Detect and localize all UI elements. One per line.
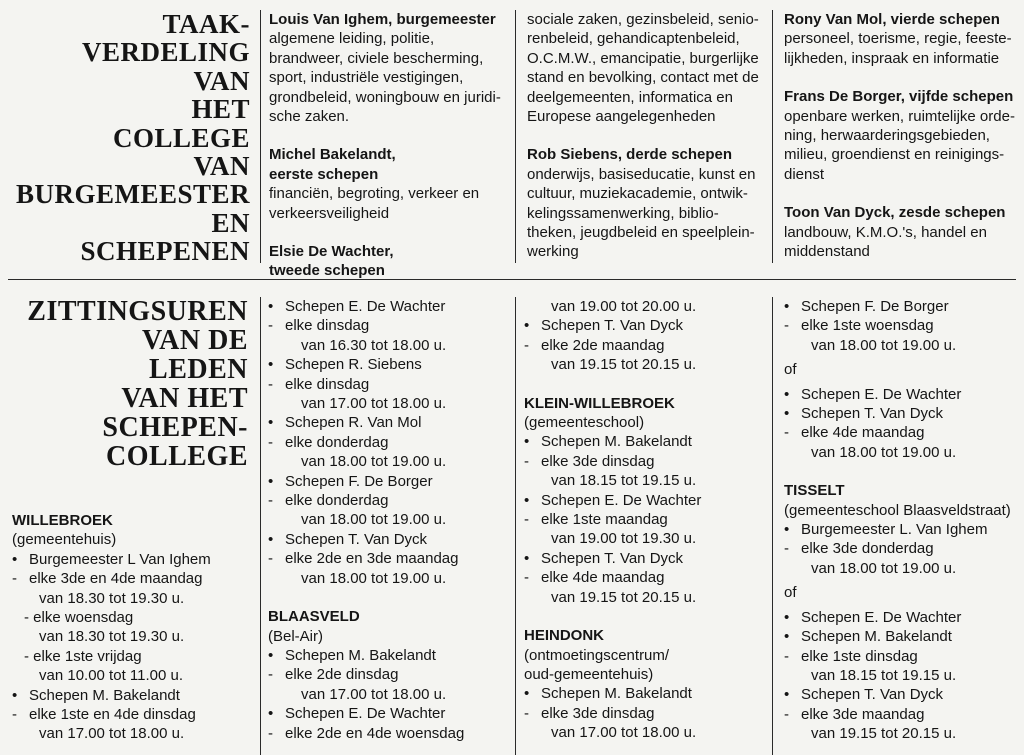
schedule-day bbox=[784, 423, 1011, 442]
portfolio-text: sche zaken. bbox=[269, 108, 350, 126]
day-text: elke 1ste en 4de dinsdag bbox=[29, 706, 196, 724]
portfolio-text: brandweer, civiele bescherming, bbox=[269, 49, 484, 67]
schedule-day: - elke woensdag bbox=[24, 609, 134, 627]
official-entry bbox=[524, 549, 701, 568]
day-text: elke 4de maandag bbox=[801, 424, 925, 442]
official-name: tweede schepen bbox=[269, 262, 385, 280]
official-entry bbox=[268, 355, 464, 374]
official-name: Schepen M. Bakelandt bbox=[541, 685, 692, 703]
dash-icon: - bbox=[268, 550, 273, 568]
portfolio-text: renbeleid, gehandicaptenbeleid, bbox=[527, 30, 740, 48]
time-range: van 18.30 tot 19.30 u. bbox=[39, 589, 185, 607]
portfolio-text: sociale zaken, gezinsbeleid, senio- bbox=[527, 11, 759, 28]
spacer bbox=[524, 375, 701, 394]
day-text: elke 2de dinsdag bbox=[285, 666, 399, 684]
official-entry bbox=[268, 472, 464, 491]
official-name: Burgemeester L Van Ighem bbox=[29, 550, 211, 568]
official-name: eerste schepen bbox=[269, 165, 379, 183]
divider-vertical bbox=[515, 10, 516, 263]
bullet-icon: • bbox=[12, 550, 18, 568]
dash-icon: - bbox=[524, 704, 529, 722]
portfolio-text: financiën, begroting, verkeer en bbox=[269, 185, 480, 203]
portfolio-text: landbouw, K.M.O.'s, handel en bbox=[784, 223, 987, 241]
official-entry bbox=[784, 520, 1011, 539]
dash-icon: - bbox=[784, 540, 789, 558]
schedule-day bbox=[12, 705, 211, 724]
location-heading: TISSELT bbox=[784, 482, 845, 500]
official-name: Schepen F. De Borger bbox=[801, 298, 949, 315]
location-detail: (gemeenteschool) bbox=[524, 414, 645, 432]
portfolio-text: personeel, toerisme, regie, feeste- bbox=[784, 30, 1012, 48]
location-detail: oud-gemeentehuis) bbox=[524, 665, 654, 683]
title-line: SCHEPENEN bbox=[80, 236, 250, 267]
divider-vertical bbox=[515, 297, 516, 755]
title-line: HET bbox=[191, 94, 250, 125]
dash-icon: - bbox=[784, 317, 789, 335]
dash-icon: - bbox=[524, 336, 529, 354]
time-range: van 17.00 tot 18.00 u. bbox=[301, 395, 447, 413]
official-entry bbox=[268, 413, 464, 432]
official-name: Toon Van Dyck, zesde schepen bbox=[784, 204, 1006, 222]
divider-vertical bbox=[260, 297, 261, 755]
dash-icon: - bbox=[524, 452, 529, 470]
schedule-day bbox=[784, 316, 1011, 335]
title-line: VERDELING bbox=[81, 37, 250, 68]
dash-icon: - bbox=[784, 705, 789, 723]
spacer bbox=[269, 223, 501, 242]
official-entry bbox=[524, 316, 701, 335]
dash-icon: - bbox=[524, 569, 529, 587]
portfolio-text: cultuur, muziekacademie, ontwik- bbox=[527, 185, 748, 203]
day-text: elke 3de donderdag bbox=[801, 540, 934, 558]
dash-icon: - bbox=[268, 666, 273, 684]
bullet-icon: • bbox=[524, 549, 530, 567]
bullet-icon: • bbox=[524, 685, 530, 703]
official-name: Schepen R. Siebens bbox=[285, 356, 422, 374]
title-line: ZITTINGSUREN bbox=[27, 296, 248, 327]
bullet-icon: • bbox=[268, 705, 274, 723]
official-entry bbox=[268, 297, 464, 316]
time-range: van 18.30 tot 19.30 u. bbox=[39, 628, 185, 646]
duties-column-2 bbox=[527, 10, 759, 262]
official-name: Schepen T. Van Dyck bbox=[285, 530, 428, 548]
day-text: elke 3de en 4de maandag bbox=[29, 570, 203, 588]
portfolio-text: algemene leiding, politie, bbox=[269, 30, 435, 48]
portfolio-text: grondbeleid, woningbouw en juridi- bbox=[269, 88, 501, 106]
location-heading: KLEIN-WILLEBROEK bbox=[524, 394, 675, 412]
portfolio-text: deelgemeenten, informatica en bbox=[527, 88, 733, 106]
schedule-day bbox=[268, 491, 464, 510]
official-entry bbox=[524, 432, 701, 451]
divider-vertical bbox=[772, 297, 773, 755]
hours-column-4 bbox=[784, 297, 1011, 744]
day-text: elke 1ste woensdag bbox=[801, 317, 934, 335]
time-range: van 17.00 tot 18.00 u. bbox=[551, 724, 697, 742]
time-range: van 16.30 tot 18.00 u. bbox=[301, 336, 447, 354]
section-divider bbox=[8, 279, 1016, 280]
dash-icon: - bbox=[784, 647, 789, 665]
official-name: Louis Van Ighem, burgemeester bbox=[269, 11, 496, 28]
bullet-icon: • bbox=[268, 414, 274, 432]
day-text: elke 1ste dinsdag bbox=[801, 647, 918, 665]
official-name: Rob Siebens, derde schepen bbox=[527, 146, 733, 164]
hours-column-2 bbox=[268, 297, 464, 743]
title-zittingsuren bbox=[0, 297, 248, 471]
official-name: Michel Bakelandt, bbox=[269, 146, 396, 164]
portfolio-text: verkeersveiligheid bbox=[269, 204, 390, 222]
schedule-day bbox=[12, 569, 211, 588]
schedule-day bbox=[784, 647, 1011, 666]
bullet-icon: • bbox=[784, 298, 790, 315]
schedule-day bbox=[784, 539, 1011, 558]
spacer bbox=[784, 68, 1015, 87]
portfolio-text: O.C.M.W., emancipatie, burgerlijke bbox=[527, 49, 759, 67]
dash-icon: - bbox=[12, 706, 17, 724]
official-name: Schepen E. De Wachter bbox=[285, 298, 446, 315]
official-name: Schepen T. Van Dyck bbox=[541, 549, 684, 567]
bullet-icon: • bbox=[524, 317, 530, 335]
title-line: EN bbox=[211, 207, 250, 238]
portfolio-text: stand en bevolking, contact met de bbox=[527, 69, 759, 87]
schedule-day bbox=[524, 510, 701, 529]
schedule-day bbox=[268, 375, 464, 394]
duties-column-3 bbox=[784, 10, 1015, 261]
dash-icon: - bbox=[784, 424, 789, 442]
title-line: COLLEGE bbox=[112, 122, 250, 153]
official-name: Schepen E. De Wachter bbox=[801, 608, 962, 626]
title-line: VAN DE bbox=[142, 325, 248, 356]
time-range: van 19.00 tot 19.30 u. bbox=[551, 530, 697, 548]
official-entry bbox=[784, 685, 1011, 704]
dash-icon: - bbox=[12, 570, 17, 588]
time-range: van 19.15 tot 20.15 u. bbox=[551, 356, 697, 374]
time-range: van 18.00 tot 19.00 u. bbox=[301, 511, 447, 529]
official-name: Burgemeester L. Van Ighem bbox=[801, 521, 988, 539]
day-text: elke 4de maandag bbox=[541, 569, 665, 587]
day-text: elke 3de dinsdag bbox=[541, 452, 655, 470]
bullet-icon: • bbox=[268, 646, 274, 664]
location-heading: HEINDONK bbox=[524, 627, 605, 645]
location-heading: BLAASVELD bbox=[268, 608, 360, 626]
location-detail: (Bel-Air) bbox=[268, 627, 323, 645]
time-range: van 18.00 tot 19.00 u. bbox=[811, 336, 957, 354]
title-line: BURGEMEESTER bbox=[15, 179, 250, 210]
portfolio-text: middenstand bbox=[784, 243, 870, 261]
bullet-icon: • bbox=[784, 628, 790, 646]
day-text: elke 3de maandag bbox=[801, 705, 925, 723]
schedule-day bbox=[784, 705, 1011, 724]
title-line: VAN bbox=[193, 65, 250, 96]
dash-icon: - bbox=[268, 317, 273, 335]
official-name: Rony Van Mol, vierde schepen bbox=[784, 11, 1000, 28]
spacer bbox=[524, 607, 701, 626]
portfolio-text: ning, herwaarderingsgebieden, bbox=[784, 127, 990, 145]
dash-icon: - bbox=[268, 492, 273, 510]
official-entry bbox=[784, 608, 1011, 627]
official-entry bbox=[268, 646, 464, 665]
schedule-day bbox=[268, 316, 464, 335]
day-text: elke dinsdag bbox=[285, 375, 370, 393]
time-range: van 17.00 tot 18.00 u. bbox=[301, 685, 447, 703]
time-range: van 18.00 tot 19.00 u. bbox=[301, 569, 447, 587]
location-detail: (gemeenteschool Blaasveldstraat) bbox=[784, 501, 1011, 519]
schedule-day bbox=[268, 549, 464, 568]
spacer bbox=[527, 126, 759, 145]
dash-icon: - bbox=[524, 511, 529, 529]
spacer bbox=[784, 184, 1015, 203]
bullet-icon: • bbox=[784, 521, 790, 539]
portfolio-text: Europese aangelegenheden bbox=[527, 108, 716, 126]
portfolio-text: milieu, groendienst en reinigings- bbox=[784, 146, 1005, 164]
location-detail: of bbox=[784, 361, 797, 379]
time-range: van 19.15 tot 20.15 u. bbox=[551, 588, 697, 606]
bullet-icon: • bbox=[524, 433, 530, 451]
official-name: Schepen M. Bakelandt bbox=[541, 433, 692, 451]
portfolio-text: onderwijs, basiseducatie, kunst en bbox=[527, 165, 756, 183]
hours-column-3 bbox=[524, 297, 701, 743]
bullet-icon: • bbox=[268, 298, 274, 315]
official-name: Schepen M. Bakelandt bbox=[801, 628, 952, 646]
official-name: Schepen F. De Borger bbox=[285, 472, 433, 490]
dash-icon: - bbox=[268, 724, 273, 742]
day-text: elke 3de dinsdag bbox=[541, 704, 655, 722]
official-entry bbox=[784, 385, 1011, 404]
official-entry bbox=[784, 627, 1011, 646]
official-name: Frans De Borger, vijfde schepen bbox=[784, 88, 1014, 106]
hours-column-willebroek bbox=[12, 511, 211, 744]
time-range: van 19.00 tot 20.00 u. bbox=[551, 298, 697, 315]
official-name: Schepen E. De Wachter bbox=[541, 491, 702, 509]
schedule-day bbox=[268, 724, 464, 743]
official-name: Schepen T. Van Dyck bbox=[801, 405, 944, 423]
dash-icon: - bbox=[268, 433, 273, 451]
official-entry bbox=[268, 704, 464, 723]
time-range: van 18.00 tot 19.00 u. bbox=[811, 559, 957, 577]
official-entry bbox=[268, 530, 464, 549]
day-text: elke donderdag bbox=[285, 433, 389, 451]
bullet-icon: • bbox=[784, 385, 790, 403]
portfolio-text: sport, industriële vestigingen, bbox=[269, 69, 464, 87]
time-range: van 19.15 tot 20.15 u. bbox=[811, 725, 957, 743]
location-detail: of bbox=[784, 584, 797, 602]
portfolio-text: openbare werken, ruimtelijke orde- bbox=[784, 107, 1015, 125]
title-line: SCHEPEN- bbox=[102, 412, 248, 443]
official-name: Schepen T. Van Dyck bbox=[541, 317, 684, 335]
bullet-icon: • bbox=[784, 686, 790, 704]
schedule-day bbox=[524, 336, 701, 355]
schedule-day bbox=[524, 452, 701, 471]
bullet-icon: • bbox=[524, 491, 530, 509]
schedule-day bbox=[524, 568, 701, 587]
official-entry bbox=[524, 684, 701, 703]
location-detail: (ontmoetingscentrum/ bbox=[524, 646, 670, 664]
portfolio-text: kelingssamenwerking, biblio- bbox=[527, 204, 719, 222]
title-taakverdeling bbox=[0, 10, 250, 266]
title-line: TAAK- bbox=[162, 9, 250, 39]
official-name: Schepen M. Bakelandt bbox=[29, 686, 180, 704]
official-entry bbox=[784, 404, 1011, 423]
dash-icon: - bbox=[268, 375, 273, 393]
spacer bbox=[268, 588, 464, 607]
schedule-day bbox=[524, 704, 701, 723]
day-text: elke 1ste maandag bbox=[541, 511, 668, 529]
time-range: van 18.00 tot 19.00 u. bbox=[301, 453, 447, 471]
official-name: Elsie De Wachter, bbox=[269, 243, 394, 261]
title-line: LEDEN bbox=[149, 354, 248, 385]
portfolio-text: dienst bbox=[784, 165, 825, 183]
duties-column-1 bbox=[269, 10, 501, 281]
day-text: elke 2de maandag bbox=[541, 336, 665, 354]
title-line: VAN HET bbox=[121, 383, 248, 414]
day-text: elke 2de en 4de woensdag bbox=[285, 724, 465, 742]
time-range: van 18.00 tot 19.00 u. bbox=[811, 443, 957, 461]
time-range: van 17.00 tot 18.00 u. bbox=[39, 725, 185, 743]
bullet-icon: • bbox=[784, 405, 790, 423]
time-range: van 10.00 tot 11.00 u. bbox=[39, 667, 184, 685]
portfolio-text: lijkheden, inspraak en informatie bbox=[784, 49, 1000, 67]
divider-vertical bbox=[260, 10, 261, 263]
time-range: van 18.15 tot 19.15 u. bbox=[811, 666, 957, 684]
bullet-icon: • bbox=[268, 530, 274, 548]
official-entry bbox=[524, 491, 701, 510]
time-range: van 18.15 tot 19.15 u. bbox=[551, 472, 697, 490]
official-entry bbox=[12, 550, 211, 569]
official-name: Schepen T. Van Dyck bbox=[801, 686, 944, 704]
bullet-icon: • bbox=[268, 356, 274, 374]
title-line: COLLEGE bbox=[106, 441, 248, 472]
location-heading: WILLEBROEK bbox=[12, 512, 113, 529]
official-entry bbox=[12, 686, 211, 705]
schedule-day: - elke 1ste vrijdag bbox=[24, 647, 142, 665]
day-text: elke 2de en 3de maandag bbox=[285, 550, 459, 568]
bullet-icon: • bbox=[784, 608, 790, 626]
day-text: elke dinsdag bbox=[285, 317, 370, 335]
spacer bbox=[269, 126, 501, 145]
official-name: Schepen M. Bakelandt bbox=[285, 646, 436, 664]
portfolio-text: theken, jeugdbeleid en speelplein- bbox=[527, 224, 755, 242]
bullet-icon: • bbox=[12, 686, 18, 704]
official-name: Schepen E. De Wachter bbox=[285, 705, 446, 723]
bullet-icon: • bbox=[268, 472, 274, 490]
title-line: VAN bbox=[193, 151, 250, 182]
schedule-day bbox=[268, 665, 464, 684]
day-text: elke donderdag bbox=[285, 492, 389, 510]
official-entry bbox=[784, 297, 1011, 316]
location-detail: (gemeentehuis) bbox=[12, 531, 117, 549]
schedule-day bbox=[268, 433, 464, 452]
official-name: Schepen R. Van Mol bbox=[285, 414, 422, 432]
portfolio-text: werking bbox=[527, 243, 579, 261]
spacer bbox=[784, 462, 1011, 481]
official-name: Schepen E. De Wachter bbox=[801, 385, 962, 403]
divider-vertical bbox=[772, 10, 773, 263]
